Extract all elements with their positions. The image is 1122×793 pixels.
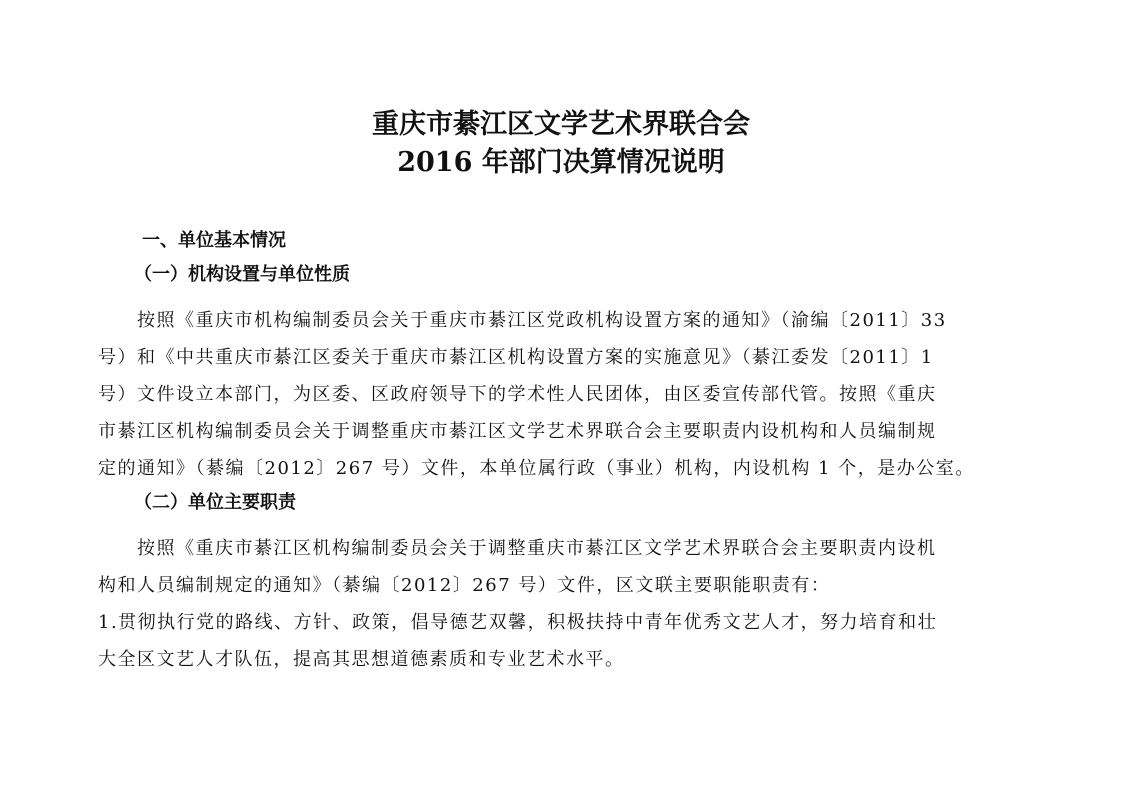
- section-heading-basic-info: 一、单位基本情况: [142, 230, 286, 251]
- paragraph-line: 市綦江区机构编制委员会关于调整重庆市綦江区文学艺术界联合会主要职责内设机构和人员编制规: [98, 421, 937, 442]
- paragraph-line: 定的通知》（綦编〔2012〕267 号）文件，本单位属行政（事业）机构，内设机构 1 个，是办公室。: [98, 458, 975, 479]
- paragraph-line: 按照《重庆市机构编制委员会关于重庆市綦江区党政机构设置方案的通知》（渝编〔2011〕33: [98, 310, 947, 331]
- subsection-heading-duties: （二）单位主要职责: [134, 492, 296, 513]
- paragraph-line: 号）文件设立本部门，为区委、区政府领导下的学术性人民团体，由区委宣传部代管。按照《重庆: [98, 384, 937, 405]
- document-title: 重庆市綦江区文学艺术界联合会: [372, 109, 750, 140]
- paragraph-line: 按照《重庆市綦江区机构编制委员会关于调整重庆市綦江区文学艺术界联合会主要职责内设机: [98, 538, 937, 559]
- subsection-heading-structure: （一）机构设置与单位性质: [134, 264, 350, 285]
- paragraph-line: 号）和《中共重庆市綦江区委关于重庆市綦江区机构设置方案的实施意见》（綦江委发〔2011〕1: [98, 347, 934, 368]
- paragraph-line: 构和人员编制规定的通知》（綦编〔2012〕267 号）文件，区文联主要职能职责有：: [98, 575, 831, 596]
- list-item-line: 1.贯彻执行党的路线、方针、政策，倡导德艺双馨，积极扶持中青年优秀文艺人才，努力培育和壮: [98, 612, 938, 633]
- list-item-line: 大全区文艺人才队伍，提高其思想道德素质和专业艺术水平。: [98, 649, 625, 670]
- document-subtitle: 2016 年部门决算情况说明: [397, 147, 725, 178]
